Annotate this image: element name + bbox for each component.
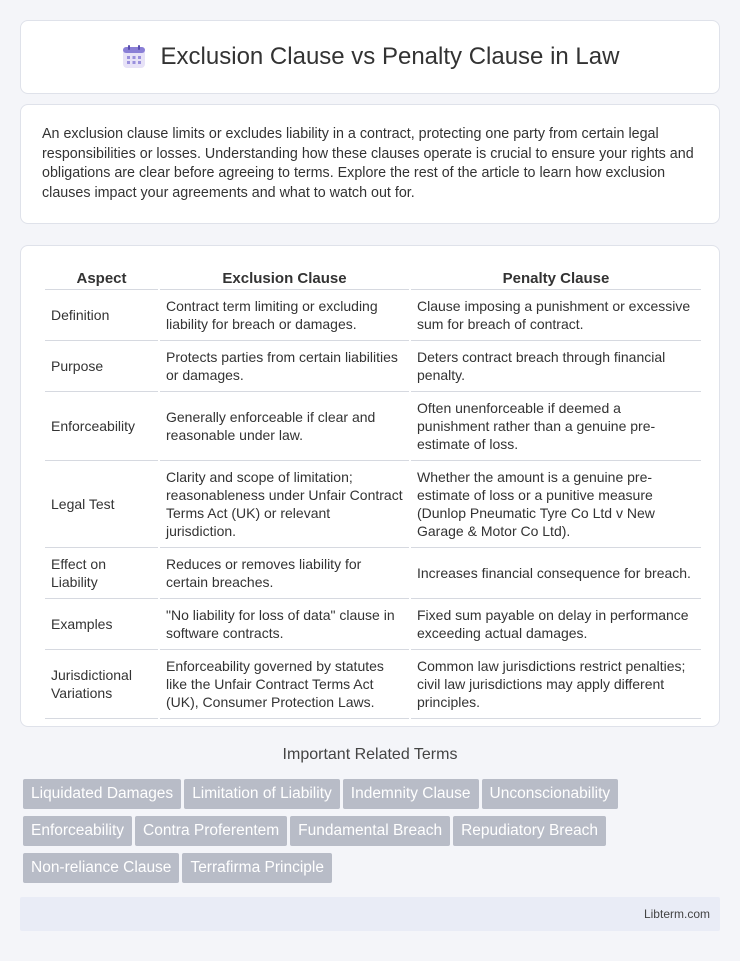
related-term-tag[interactable]: Indemnity Clause	[343, 779, 479, 809]
related-term-tag[interactable]: Enforceability	[23, 816, 132, 846]
penalty-cell: Often unenforceable if deemed a punishment rather than a genuine pre-estimate of loss.	[411, 392, 701, 461]
penalty-cell: Clause imposing a punishment or excessive sum for breach of contract.	[411, 290, 701, 341]
column-header: Aspect	[45, 264, 158, 290]
table-row	[45, 599, 701, 650]
exclusion-cell: Generally enforceable if clear and reasonable under law.	[160, 392, 409, 461]
page-header	[20, 20, 720, 94]
aspect-cell: Legal Test	[45, 461, 158, 548]
related-term-tag[interactable]: Repudiatory Breach	[453, 816, 606, 846]
column-header: Exclusion Clause	[160, 264, 409, 290]
aspect-cell: Enforceability	[45, 392, 158, 461]
table-row	[45, 290, 701, 341]
exclusion-cell: Protects parties from certain liabilities or damages.	[160, 341, 409, 392]
penalty-cell: Common law jurisdictions restrict penalties; civil law jurisdictions may apply different principles.	[411, 650, 701, 719]
aspect-cell: Effect on Liability	[45, 548, 158, 599]
exclusion-cell: Reduces or removes liability for certain breaches.	[160, 548, 409, 599]
related-term-tag[interactable]: Contra Proferentem	[135, 816, 287, 846]
exclusion-cell: Contract term limiting or excluding liability for breach or damages.	[160, 290, 409, 341]
table-row	[45, 392, 701, 461]
table-row	[45, 548, 701, 599]
table-row	[45, 461, 701, 548]
exclusion-cell: Clarity and scope of limitation; reasonableness under Unfair Contract Terms Act (UK) or relevant jurisdiction.	[160, 461, 409, 548]
related-term-tag[interactable]: Unconscionability	[482, 779, 619, 809]
related-term-tag[interactable]: Fundamental Breach	[290, 816, 450, 846]
exclusion-cell: "No liability for loss of data" clause in software contracts.	[160, 599, 409, 650]
related-terms-title: Important Related Terms	[282, 746, 458, 763]
table-row	[45, 650, 701, 719]
comparison-table-card	[20, 245, 720, 727]
related-term-tag[interactable]: Terrafirma Principle	[182, 853, 332, 883]
table-header-row	[45, 264, 701, 290]
footer-site-link[interactable]: Libterm.com	[643, 907, 710, 921]
penalty-cell: Whether the amount is a genuine pre-estimate of loss or a punitive measure (Dunlop Pneumatic Tyre Co Ltd v New Garage & Motor Co Ltd).	[411, 461, 701, 548]
calendar-icon	[121, 44, 147, 70]
penalty-cell: Deters contract breach through financial penalty.	[411, 341, 701, 392]
page-footer	[20, 897, 720, 931]
intro-section	[20, 104, 720, 224]
exclusion-cell: Enforceability governed by statutes like the Unfair Contract Terms Act (UK), Consumer Protection Laws.	[160, 650, 409, 719]
aspect-cell: Jurisdictional Variations	[45, 650, 158, 719]
aspect-cell: Examples	[45, 599, 158, 650]
table-row	[45, 341, 701, 392]
penalty-cell: Increases financial consequence for breach.	[411, 548, 701, 599]
related-term-tag[interactable]: Liquidated Damages	[23, 779, 181, 809]
comparison-table	[43, 264, 703, 719]
related-terms-list	[23, 779, 723, 890]
aspect-cell: Definition	[45, 290, 158, 341]
column-header: Penalty Clause	[411, 264, 701, 290]
aspect-cell: Purpose	[45, 341, 158, 392]
related-term-tag[interactable]: Non-reliance Clause	[23, 853, 179, 883]
intro-text: An exclusion clause limits or excludes liability in a contract, protecting one party from certain legal responsibilities or losses. Understanding how these clauses operate is crucial to ensure your rights and obligations are clear before agreeing to terms. Explore the rest of the article to learn how exclusion clauses impact your agreements and what to watch out for.	[42, 126, 694, 201]
penalty-cell: Fixed sum payable on delay in performance exceeding actual damages.	[411, 599, 701, 650]
related-term-tag[interactable]: Limitation of Liability	[184, 779, 340, 809]
page-title: Exclusion Clause vs Penalty Clause in Law	[160, 43, 620, 70]
